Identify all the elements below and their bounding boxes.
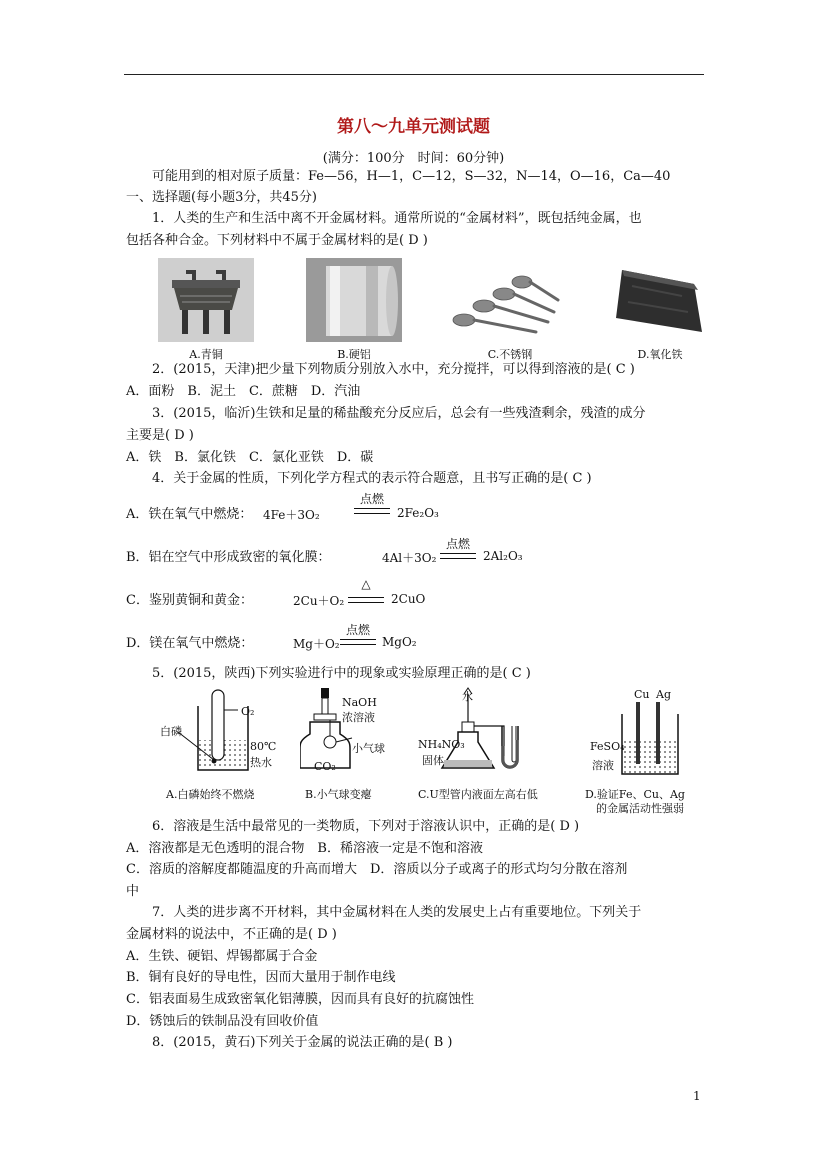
q4-option-c-equals bbox=[348, 597, 384, 603]
q7-stem-line1: 7．人类的进步离不开材料，其中金属材料在人类的发展史上占有重要地位。下列关于 bbox=[152, 905, 642, 920]
q1-stem-line1: 1．人类的生产和生活中离不开金属材料。通常所说的“金属材料”，既包括纯金属，也 bbox=[152, 211, 642, 226]
fig-d-cu-label: Cu bbox=[634, 688, 650, 701]
fig-a-phosphorus-label: 白磷 bbox=[160, 725, 182, 738]
q3-stem-line2: 主要是( D ) bbox=[126, 428, 194, 443]
fig-d-feso4-label: FeSO₄ bbox=[590, 740, 625, 753]
q4-option-a-label: A．铁在氧气中燃烧： bbox=[126, 507, 253, 522]
q4-option-a-condition: 点燃 bbox=[359, 492, 384, 506]
fig-d-caption-line1: D.验证Fe、Cu、Ag bbox=[585, 788, 685, 801]
fig-c-caption: C.U型管内液面左高右低 bbox=[418, 788, 538, 801]
q1-caption-b: B.硬铝 bbox=[337, 348, 371, 361]
q4-option-c-condition: △ bbox=[361, 577, 371, 591]
q3-stem-line1: 3．(2015，临沂)生铁和足量的稀盐酸充分反应后，总会有一些残渣剩余，残渣的成分 bbox=[152, 406, 646, 421]
q4-option-d-equals bbox=[340, 639, 376, 645]
q7-option-b: B．铜有良好的导电性，因而大量用于制作电线 bbox=[126, 970, 396, 985]
q4-option-a-rhs: 2Fe₂O₃ bbox=[397, 506, 439, 520]
header-rule bbox=[124, 74, 704, 75]
fig-c-solid-label: 固体 bbox=[422, 754, 444, 767]
q4-option-b-label: B．铝在空气中形成致密的氧化膜： bbox=[126, 550, 331, 565]
q1-caption-a: A.青铜 bbox=[189, 348, 223, 361]
fig-b-naoh-label: NaOH bbox=[342, 696, 377, 709]
q6-options-ab: A．溶液都是无色透明的混合物 B．稀溶液一定是不饱和溶液 bbox=[126, 841, 483, 856]
q4-option-d-lhs: Mg＋O₂ bbox=[293, 637, 340, 651]
q8-stem: 8．(2015，黄石)下列关于金属的说法正确的是( B ) bbox=[152, 1035, 453, 1050]
aluminum-roll-photo bbox=[306, 258, 402, 342]
q7-stem-line2: 金属材料的说法中，不正确的是( D ) bbox=[126, 927, 337, 942]
q4-option-b-rhs: 2Al₂O₃ bbox=[483, 549, 523, 563]
q4-option-b-equals bbox=[440, 553, 476, 559]
page-number: 1 bbox=[693, 1089, 701, 1103]
fig-d-caption-line2: 的金属活动性强弱 bbox=[596, 802, 684, 815]
q7-option-c: C．铝表面易生成致密氧化铝薄膜，因而具有良好的抗腐蚀性 bbox=[126, 992, 474, 1007]
fig-c-nh4no3-label: NH₄NO₃ bbox=[418, 738, 465, 751]
q4-option-b-lhs: 4Al＋3O₂ bbox=[382, 551, 437, 565]
fig-a-caption: A.白磷始终不燃烧 bbox=[166, 788, 255, 801]
fig-a-o2-label: O₂ bbox=[241, 705, 255, 718]
q3-options: A．铁 B．氯化铁 C．氯化亚铁 D．碳 bbox=[126, 450, 374, 465]
fig-a-water-label: 热水 bbox=[250, 756, 272, 769]
q4-option-a-equals bbox=[354, 508, 390, 514]
stainless-spoons-photo bbox=[450, 260, 562, 342]
q6-options-cd-cont: 中 bbox=[126, 884, 140, 899]
page-title: 第八～九单元测试题 bbox=[337, 117, 490, 137]
q1-stem-line2: 包括各种合金。下列材料中不属于金属材料的是( D ) bbox=[126, 233, 428, 248]
fig-b-caption: B.小气球变瘪 bbox=[305, 788, 372, 801]
q5-stem: 5．(2015，陕西)下列实验进行中的现象或实验原理正确的是( C ) bbox=[152, 666, 531, 681]
q7-option-d: D．锈蚀后的铁制品没有回收价值 bbox=[126, 1014, 319, 1029]
q6-stem: 6．溶液是生活中最常见的一类物质，下列对于溶液认识中，正确的是( D ) bbox=[152, 819, 580, 834]
q4-option-b-condition: 点燃 bbox=[445, 537, 470, 551]
q4-option-d-label: D．镁在氧气中燃烧： bbox=[126, 636, 254, 651]
fig-a-temp-label: 80℃ bbox=[250, 740, 277, 753]
q2-options: A．面粉 B．泥土 C．蔗糖 D．汽油 bbox=[126, 384, 361, 399]
fig-d-solution-label: 溶液 bbox=[592, 759, 614, 772]
q1-caption-d: D.氧化铁 bbox=[637, 348, 683, 361]
atomic-mass-line: 可能用到的相对原子质量：Fe—56，H—1，C—12，S—32，N—14，O—16，Ca—40 bbox=[152, 169, 671, 184]
fig-d-ag-label: Ag bbox=[656, 688, 671, 701]
q4-option-c-lhs: 2Cu＋O₂ bbox=[293, 594, 345, 608]
iron-oxide-block-photo bbox=[612, 266, 708, 336]
q4-option-c-label: C．鉴别黄铜和黄金： bbox=[126, 593, 253, 608]
q4-option-a-lhs: 4Fe＋3O₂ bbox=[263, 508, 320, 522]
section-heading: 一、选择题(每小题3分，共45分) bbox=[126, 190, 317, 205]
q2-stem: 2．(2015，天津)把少量下列物质分别放入水中，充分搅拌，可以得到溶液的是( C ) bbox=[152, 362, 635, 377]
bronze-ding-photo bbox=[158, 258, 254, 342]
fig-b-balloon-label: 小气球 bbox=[352, 742, 385, 755]
q4-stem: 4．关于金属的性质，下列化学方程式的表示符合题意，且书写正确的是( C ) bbox=[152, 471, 592, 486]
exam-meta: (满分：100分 时间：60分钟) bbox=[322, 151, 505, 166]
q1-caption-c: C.不锈钢 bbox=[487, 348, 533, 361]
fig-b-co2-label: CO₂ bbox=[314, 760, 336, 773]
q4-option-d-rhs: MgO₂ bbox=[382, 635, 417, 649]
fig-c-water-label: 水 bbox=[462, 690, 473, 703]
fig-b-solution-label: 浓溶液 bbox=[342, 711, 375, 724]
q7-option-a: A．生铁、硬铝、焊锡都属于合金 bbox=[126, 949, 318, 964]
q4-option-d-condition: 点燃 bbox=[345, 623, 370, 637]
q6-options-cd: C．溶质的溶解度都随温度的升高而增大 D．溶质以分子或离子的形式均匀分散在溶剂 bbox=[126, 862, 628, 877]
q4-option-c-rhs: 2CuO bbox=[391, 592, 426, 606]
